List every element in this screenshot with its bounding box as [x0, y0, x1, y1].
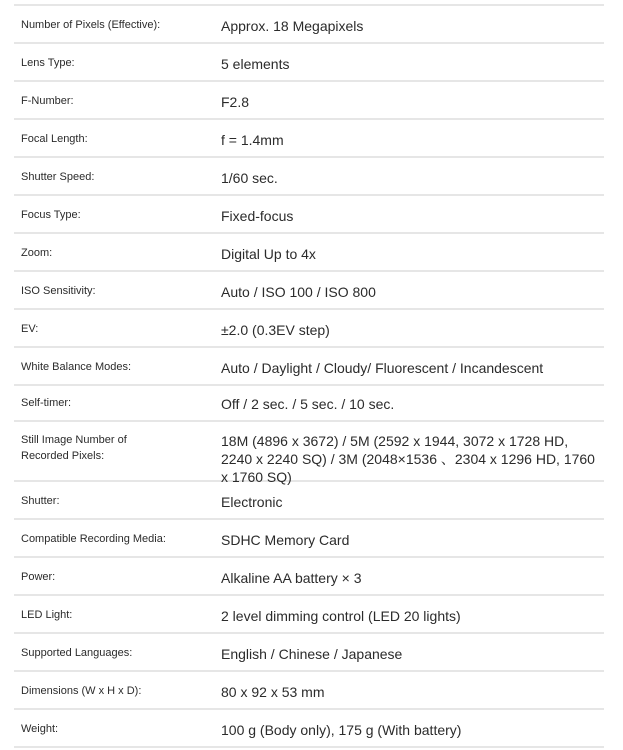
spec-row-iso-sensitivity: [14, 272, 604, 310]
spec-label: Dimensions (W x H x D):: [21, 685, 142, 697]
spec-row-dimensions: [14, 672, 604, 710]
spec-row-recording-media: [14, 520, 604, 558]
spec-row-shutter-speed: [14, 158, 604, 196]
spec-label: Weight:: [21, 723, 59, 735]
spec-label: Focal Length:: [21, 133, 88, 145]
spec-value: Fixed-focus: [221, 208, 294, 224]
spec-label: Zoom:: [21, 247, 53, 259]
spec-label: Supported Languages:: [21, 647, 133, 659]
spec-row-lens-type: [14, 44, 604, 82]
spec-label: EV:: [21, 323, 39, 335]
spec-value: 1/60 sec.: [221, 170, 278, 186]
spec-value: SDHC Memory Card: [221, 532, 350, 548]
spec-label: Number of Pixels (Effective):: [21, 19, 161, 31]
spec-value: Auto / Daylight / Cloudy/ Fluorescent / Incandescent: [221, 360, 544, 376]
spec-label: Still Image Number of Recorded Pixels:: [21, 434, 127, 462]
spec-row-white-balance: [14, 348, 604, 386]
spec-row-shutter: [14, 482, 604, 520]
spec-value: ±2.0 (0.3EV step): [221, 322, 330, 338]
spec-label: Lens Type:: [21, 57, 75, 69]
spec-row-zoom: [14, 234, 604, 272]
spec-label: Compatible Recording Media:: [21, 533, 166, 545]
spec-row-ev: [14, 310, 604, 348]
spec-label: F-Number:: [21, 95, 74, 107]
spec-row-still-image-pixels: [14, 422, 604, 485]
spec-row-self-timer: [14, 386, 604, 422]
spec-label: Self-timer:: [21, 397, 72, 409]
spec-label: Power:: [21, 571, 56, 583]
spec-value: Alkaline AA battery × 3: [221, 570, 362, 586]
spec-value: Auto / ISO 100 / ISO 800: [221, 284, 376, 300]
spec-row-led-light: [14, 596, 604, 634]
spec-label: White Balance Modes:: [21, 361, 132, 373]
spec-row-pixels: [14, 6, 604, 44]
spec-row-focal-length: [14, 120, 604, 158]
spec-table: [14, 4, 604, 748]
spec-value: Off / 2 sec. / 5 sec. / 10 sec.: [221, 396, 395, 412]
spec-label: ISO Sensitivity:: [21, 285, 96, 297]
spec-label: LED Light:: [21, 609, 73, 621]
spec-label: Focus Type:: [21, 209, 81, 221]
spec-value: 2 level dimming control (LED 20 lights): [221, 608, 461, 624]
spec-value: Electronic: [221, 494, 283, 510]
spec-row-power: [14, 558, 604, 596]
spec-value: 100 g (Body only), 175 g (With battery): [221, 722, 462, 738]
spec-row-f-number: [14, 82, 604, 120]
spec-value: Digital Up to 4x: [221, 246, 316, 262]
spec-value: 18M (4896 x 3672) / 5M (2592 x 1944, 3072 x 1728 HD, 2240 x 2240 SQ) / 3M (2048×1536 、2304 x 1296 HD, 1760 x 1760 SQ): [221, 433, 595, 485]
spec-value: F2.8: [221, 94, 250, 110]
spec-label: Shutter:: [21, 495, 60, 507]
spec-row-languages: [14, 634, 604, 672]
spec-label: Shutter Speed:: [21, 171, 95, 183]
spec-value: English / Chinese / Japanese: [221, 646, 403, 662]
spec-value: 80 x 92 x 53 mm: [221, 684, 325, 700]
spec-value: Approx. 18 Megapixels: [221, 18, 364, 34]
spec-row-focus-type: [14, 196, 604, 234]
spec-value: f = 1.4mm: [221, 132, 284, 148]
spec-row-weight: [14, 710, 604, 748]
spec-value: 5 elements: [221, 56, 290, 72]
